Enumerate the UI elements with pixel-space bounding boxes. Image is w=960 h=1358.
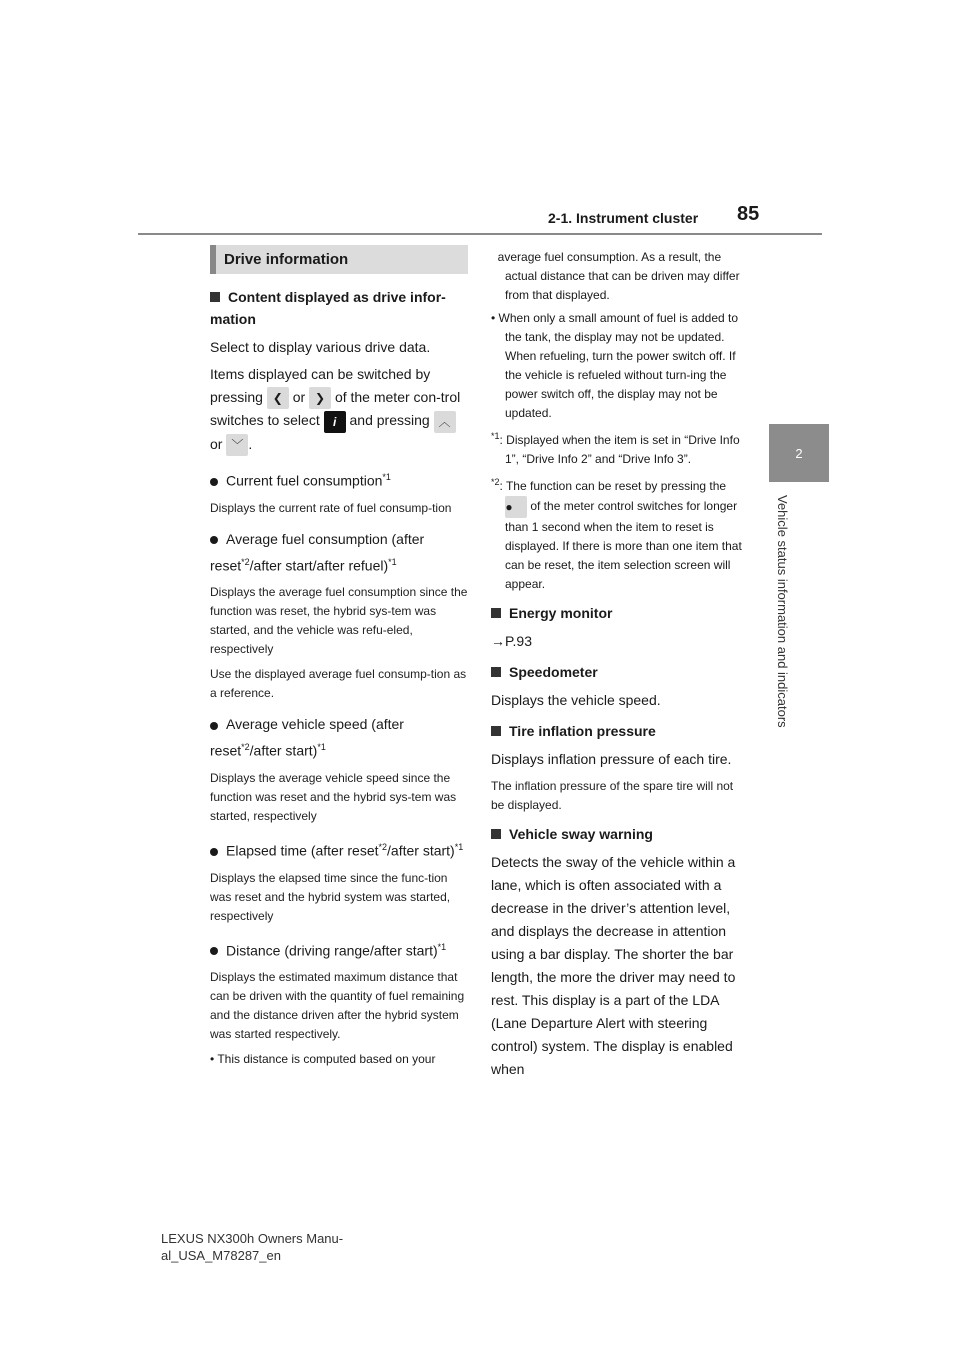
sway-heading: Vehicle sway warning [491,823,749,845]
square-bullet-icon [491,829,501,839]
chevron-up-icon: ︿ [434,411,456,433]
bullet-distance: Distance (driving range/after start)$^{*1}$ [210,936,468,963]
header-rule [138,233,822,235]
right-column [491,244,749,1085]
info-icon: i [324,411,346,433]
speed-text: Displays the vehicle speed. [491,692,661,708]
distance-note: • This distance is computed based on your [210,1052,436,1067]
dot-button-icon: ● [505,496,527,518]
square-bullet-icon [491,608,501,618]
energy-ref[interactable]: →P.93 [491,633,532,649]
bullet-icon [210,722,218,730]
chapter-title: Vehicle status information and indicators [775,495,790,728]
speed-heading: Speedometer [491,661,749,683]
section-title: Drive information [210,245,468,274]
square-bullet-icon [210,292,220,302]
energy-heading: Energy monitor [491,602,749,624]
square-bullet-icon [491,667,501,677]
content-heading: Content displayed as drive infor-mation [210,289,446,327]
bullet-average-fuel: Average fuel consumption (after reset$^{*2}$/after start/after refuel)$^{*1}$ [210,530,425,574]
refuel-note: • When only a small amount of fuel is added to the tank, the display may not be updated. When refueling, turn the power switch off. If the vehicle is refueled without turn-ing the power switch off, the display may not be updated. [491,311,739,420]
tire-heading: Tire inflation pressure [491,720,749,742]
average-fuel-desc: Displays the average fuel consumption since the function was reset, the hybrid sys-tem was started, and the vehicle was refu-eled, respectively [210,585,468,657]
left-column [210,245,468,1073]
bullet-icon [210,536,218,544]
bullet-icon [210,947,218,955]
elapsed-time-desc: Displays the elapsed time since the func-tion was reset and the hybrid system was started, respectively [210,870,451,923]
average-fuel-desc2: Use the displayed average fuel consump-tion as a reference. [210,667,467,701]
sway-text: Detects the sway of the vehicle within a lane, which is often associated with a decrease in the driver’s attention level, and displays the decrease in attention using a bar display. The shorter the bar length, the more the driver may need to rest. This display is a part of the LDA (Lane Departure Alert with steering control) system. The display is enabled when [491,854,736,1077]
distance-desc: Displays the estimated maximum distance that can be driven with the quantity of fuel remaining and the distance driven after the hybrid system was started respectively. [210,970,465,1042]
tire-text: Displays inflation pressure of each tire. [491,751,732,767]
header-section: 2-1. Instrument cluster [548,210,699,226]
select-text: Select to display various drive data. [210,339,431,355]
chevron-left-icon: ❮ [267,387,289,409]
page-number: 85 [737,203,760,225]
footer-line1: LEXUS NX300h Owners Manu- [161,1231,344,1246]
distance-note-cont: average fuel consumption. As a result, the actual distance that can be driven may differ from that displayed. [497,250,740,302]
chevron-down-icon: ﹀ [226,434,248,456]
footer [161,1230,461,1264]
chapter-tab: 2 [769,424,829,482]
bullet-icon [210,848,218,856]
footnote-1: $^{*1}$: Displayed when the item is set in “Drive Info 1”, “Drive Info 2” and “Drive Info 3”. [491,431,740,466]
bullet-icon [210,478,218,486]
switch-text: Items displayed can be switched by pressing ❮ or ❯ of the meter con-trol switches to select i and pressing ︿ or ﹀ . [210,363,468,456]
footnote-2: $^{*2}$: The function can be reset by pressing the ● of the meter control switches for longer than 1 second when the item to reset is displayed. If there is more than one item that can be reset, the item selection screen will appear. [491,477,742,591]
tire-note: The inflation pressure of the spare tire will not be displayed. [491,779,734,812]
current-fuel-desc: Displays the current rate of fuel consump-tion [210,500,452,515]
bullet-current-fuel: Current fuel consumption$^{*1}$ [210,466,468,493]
footer-line2: al_USA_M78287_en [161,1248,281,1263]
bullet-average-speed: Average vehicle speed (after reset$^{*2}$/after start)$^{*1}$ [210,716,404,759]
average-speed-desc: Displays the average vehicle speed since the function was reset and the hybrid sys-tem was started, respectively [210,770,457,823]
chevron-right-icon: ❯ [309,387,331,409]
square-bullet-icon [491,726,501,736]
bullet-elapsed-time: Elapsed time (after reset$^{*2}$/after start)$^{*1}$ [210,836,468,863]
